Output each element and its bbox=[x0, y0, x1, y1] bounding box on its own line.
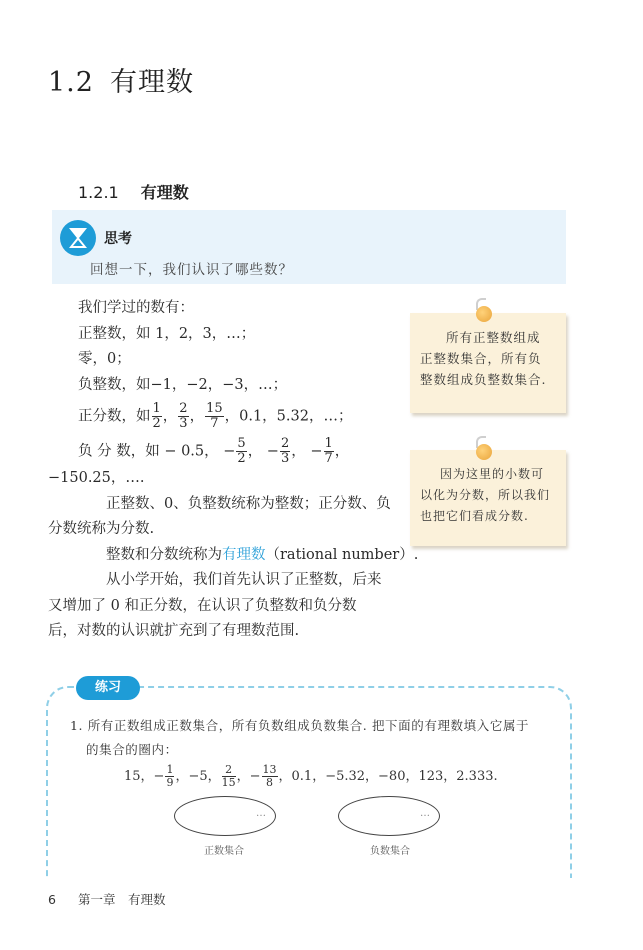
fraction: $\frac{1}{9}$ bbox=[166, 763, 174, 789]
paragraph-1-line-1: 正整数、0、负整数统称为整数；正分数、负 bbox=[106, 495, 391, 512]
page-footer bbox=[48, 890, 165, 908]
paragraph-3-line-1: 从小学开始，我们首先认识了正整数，后来 bbox=[106, 572, 382, 588]
think-question: 回想一下，我们认识了哪些数？ bbox=[90, 262, 293, 278]
negative-set-dots: … bbox=[420, 808, 430, 819]
fraction: $\frac{5}{2}$ bbox=[237, 436, 246, 466]
fraction: $\frac{2}{3}$ bbox=[280, 436, 290, 466]
fraction: $\frac{15}{7}$ bbox=[206, 401, 223, 431]
pin-icon bbox=[476, 306, 492, 322]
section-number: 1.2 bbox=[48, 67, 94, 98]
negative-integers-line: 负整数，如−1，−2，−3，…； bbox=[78, 376, 288, 393]
positive-set-label: 正数集合 bbox=[204, 846, 244, 857]
side-note-2: 因为这里的小数可 以化为分数，所以我们 也把它们看成分数. bbox=[410, 450, 566, 546]
think-label: 思考 bbox=[104, 231, 132, 247]
practice-tag: 练习 bbox=[76, 676, 140, 700]
number-list: 15，− $\frac{1}{9}$ ，−5， $\frac{2}{15}$ ，− $\frac{13}{8}$ ，0.1，−5.32，−80，123，2.333. bbox=[124, 763, 498, 789]
highlight-term: 有理数 bbox=[222, 546, 266, 563]
hourglass-icon bbox=[60, 220, 96, 256]
think-box bbox=[52, 210, 566, 284]
paragraph-2: 整数和分数统称为有理数（rational number）. bbox=[106, 546, 419, 563]
negative-set-label: 负数集合 bbox=[370, 846, 410, 857]
subsection-number: 1.2.1 bbox=[78, 183, 119, 202]
fraction: $\frac{1}{2}$ bbox=[152, 401, 161, 431]
negative-fractions-continuation: −150.25，…. bbox=[48, 470, 145, 486]
section-title-text: 有理数 bbox=[109, 67, 194, 98]
pin-icon bbox=[476, 444, 492, 460]
subsection-title-text: 有理数 bbox=[140, 183, 189, 202]
fraction: $\frac{2}{15}$ bbox=[221, 763, 236, 789]
paragraph-3-line-2: 又增加了 0 和正分数，在认识了负整数和负分数 bbox=[48, 597, 357, 614]
fraction: $\frac{2}{3}$ bbox=[179, 401, 188, 431]
zero-line: 零，0； bbox=[78, 351, 131, 367]
paragraph-3-line-3: 后，对数的认识就扩充到了有理数范围. bbox=[48, 623, 300, 639]
main-text bbox=[48, 296, 419, 645]
side-note-1: 所有正整数组成 正整数集合，所有负 整数组成负整数集合. bbox=[410, 313, 566, 413]
page-number: 6 bbox=[48, 892, 56, 907]
fraction: $\frac{13}{8}$ bbox=[262, 763, 277, 789]
fraction: $\frac{1}{7}$ bbox=[324, 436, 333, 466]
section-title bbox=[48, 60, 194, 99]
positive-integers-line: 正整数，如 1，2，3，…； bbox=[78, 325, 256, 342]
paragraph-1-line-2: 分数统称为分数. bbox=[48, 521, 155, 537]
subsection-title bbox=[78, 180, 189, 203]
positive-set-dots: … bbox=[256, 808, 266, 819]
intro-line: 我们学过的数有： bbox=[78, 300, 194, 316]
chapter-label: 第一章 有理数 bbox=[77, 892, 166, 907]
positive-fractions-line: 正分数，如 $\frac{1}{2}$ ， $\frac{2}{3}$ ， $\frac{15}{7}$ ，0.1，5.32，…； bbox=[78, 401, 353, 431]
negative-fractions-line: 负 分 数，如 − 0.5， − $\frac{5}{2}$ ， − $\frac{2}{3}$ ， − $\frac{1}{7}$ ， bbox=[78, 436, 350, 466]
practice-question-1: 1. 所有正数组成正数集合，所有负数组成负数集合. 把下面的有理数填入它属于 的集合的圈内： bbox=[70, 718, 530, 757]
